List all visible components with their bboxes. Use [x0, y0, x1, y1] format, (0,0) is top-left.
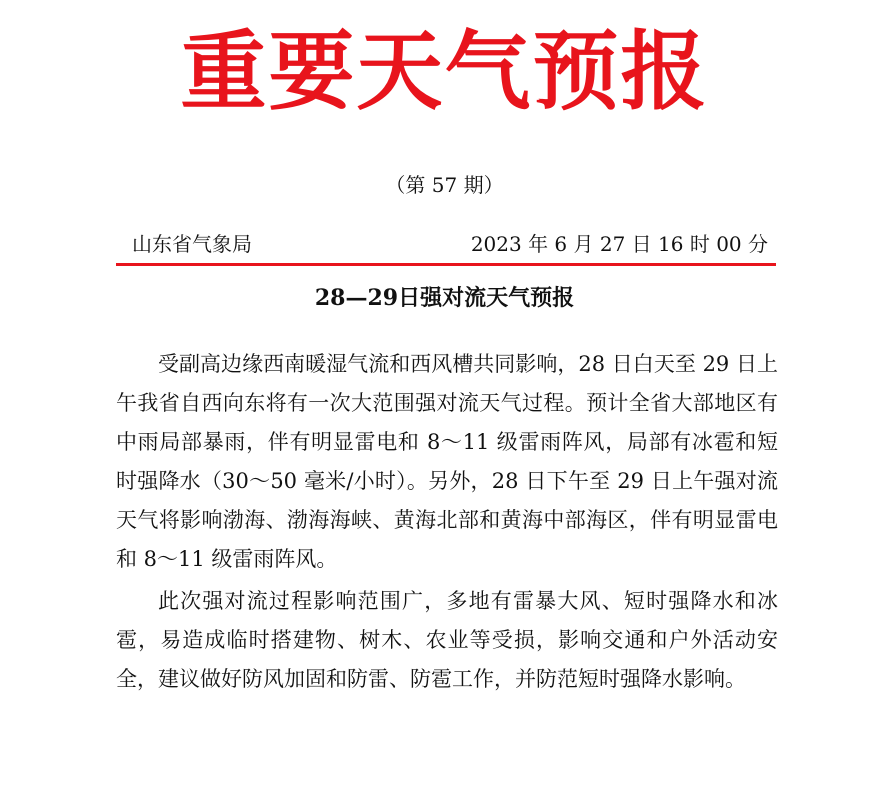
issuer-row [116, 228, 776, 260]
issuer-name: 山东省气象局 [132, 232, 252, 256]
red-divider [116, 263, 776, 266]
article-body [116, 345, 778, 702]
article-title: 28—29日强对流天气预报 [314, 285, 575, 311]
masthead-title: 重要天气预报 [180, 21, 709, 122]
issue-number: （第 57 期） [385, 173, 504, 197]
article-paragraph: 此次强对流过程影响范围广，多地有雷暴大风、短时强降水和冰雹，易造成临时搭建物、树木、农业等受损，影响交通和户外活动安全，建议做好防风加固和防雷、防雹工作，并防范短时强降水影响。 [116, 589, 778, 691]
issue-datetime: 2023 年 6 月 27 日 16 时 00 分 [470, 232, 768, 256]
article-paragraph: 受副高边缘西南暖湿气流和西风槽共同影响，28 日白天至 29 日上午我省自西向东将有一次大范围强对流天气过程。预计全省大部地区有中雨局部暴雨，伴有明显雷电和 8～11 级雷雨阵风，局部有冰雹和短时强降水（30～50 毫米/小时）。另外，28 日下午至 29 日上午强对流天气将影响渤海、渤海海峡、黄海北部和黄海中部海区，伴有明显雷电和 8～11 级雷雨阵风。 [116, 352, 778, 571]
